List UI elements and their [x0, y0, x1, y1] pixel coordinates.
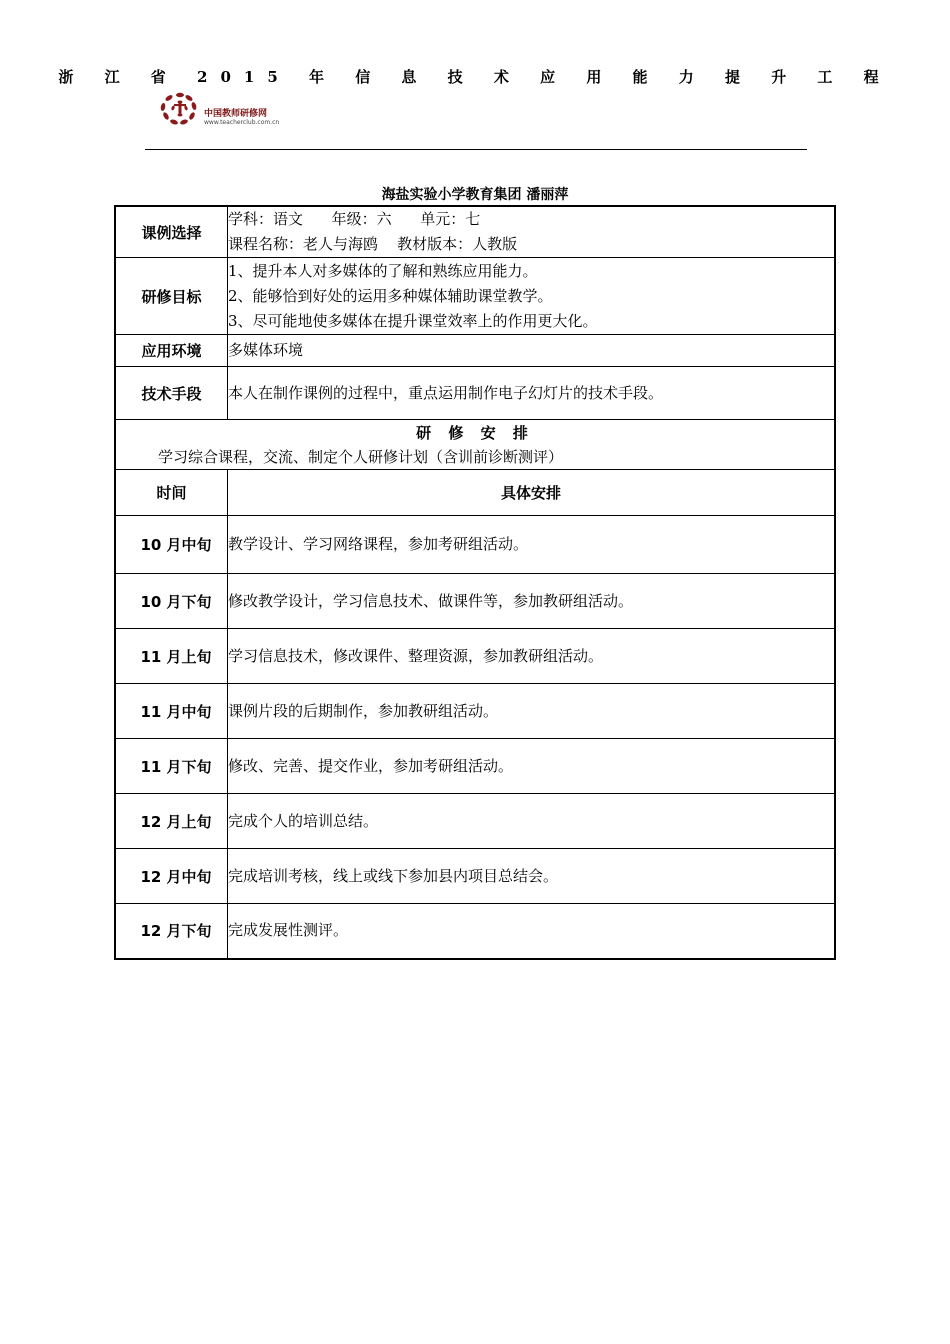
logo-url: www.teacherclub.com.cn	[204, 119, 280, 126]
schedule-time: 10 月下旬	[115, 574, 228, 629]
arrangement-subtitle: 学习综合课程，交流、制定个人研修计划（含训前诊断测评）	[158, 447, 564, 466]
doc-title: 海盐实验小学教育集团 潘丽萍	[381, 187, 569, 203]
arrangement-header-row	[115, 420, 835, 470]
course-line2: 课程名称：老人与海鸥 教材版本：人教版	[228, 235, 518, 253]
goal-item: 1、提升本人对多媒体的了解和熟练应用能力。	[228, 261, 538, 280]
goals-value	[228, 258, 836, 335]
schedule-detail: 教学设计、学习网络课程，参加考研组活动。	[228, 516, 836, 574]
schedule-row	[115, 684, 835, 739]
arrangement-header	[115, 420, 835, 470]
schedule-time: 11 月中旬	[115, 684, 228, 739]
course-label: 课例选择	[115, 206, 228, 258]
environment-value: 多媒体环境	[228, 335, 836, 367]
schedule-detail: 完成发展性测评。	[228, 904, 836, 959]
schedule-detail: 课例片段的后期制作，参加教研组活动。	[228, 684, 836, 739]
course-value	[228, 206, 836, 258]
schedule-detail: 修改教学设计，学习信息技术、做课件等，参加教研组活动。	[228, 574, 836, 629]
logo-name: 中国教师研修网	[204, 109, 268, 119]
teacherclub-logo	[156, 90, 296, 128]
plan-table	[114, 205, 836, 960]
course-row	[115, 206, 835, 258]
teacherclub-logo-icon	[156, 90, 204, 128]
schedule-row	[115, 849, 835, 904]
schedule-row	[115, 904, 835, 959]
schedule-detail: 完成个人的培训总结。	[228, 794, 836, 849]
schedule-row	[115, 574, 835, 629]
header-divider	[145, 149, 807, 150]
schedule-time: 12 月上旬	[115, 794, 228, 849]
environment-label: 应用环境	[115, 335, 228, 367]
goals-row	[115, 258, 835, 335]
arrangement-columns-row	[115, 470, 835, 516]
schedule-time: 12 月中旬	[115, 849, 228, 904]
schedule-row	[115, 739, 835, 794]
arrangement-title: 研 修 安 排	[416, 423, 534, 442]
environment-row	[115, 335, 835, 367]
header-title: 浙 江 省 2015 年 信 息 技 术 应 用 能 力 提 升 工 程	[58, 68, 892, 86]
col-detail-header: 具体安排	[228, 470, 836, 516]
technique-label: 技术手段	[115, 367, 228, 420]
schedule-detail: 修改、完善、提交作业，参加考研组活动。	[228, 739, 836, 794]
schedule-time: 11 月上旬	[115, 629, 228, 684]
schedule-row	[115, 794, 835, 849]
schedule-row	[115, 629, 835, 684]
schedule-row	[115, 516, 835, 574]
col-time-header: 时间	[115, 470, 228, 516]
schedule-detail: 学习信息技术，修改课件、整理资源，参加教研组活动。	[228, 629, 836, 684]
technique-value: 本人在制作课例的过程中，重点运用制作电子幻灯片的技术手段。	[228, 367, 836, 420]
technique-row	[115, 367, 835, 420]
schedule-time: 12 月下旬	[115, 904, 228, 959]
goal-item: 2、能够恰到好处的运用多种媒体辅助课堂教学。	[228, 286, 553, 305]
schedule-detail: 完成培训考核，线上或线下参加县内项目总结会。	[228, 849, 836, 904]
schedule-time: 11 月下旬	[115, 739, 228, 794]
goal-item: 3、尽可能地使多媒体在提升课堂效率上的作用更大化。	[228, 311, 598, 330]
goals-label: 研修目标	[115, 258, 228, 335]
schedule-time: 10 月中旬	[115, 516, 228, 574]
course-line1: 学科：语文 年级：六 单元：七	[228, 210, 481, 228]
